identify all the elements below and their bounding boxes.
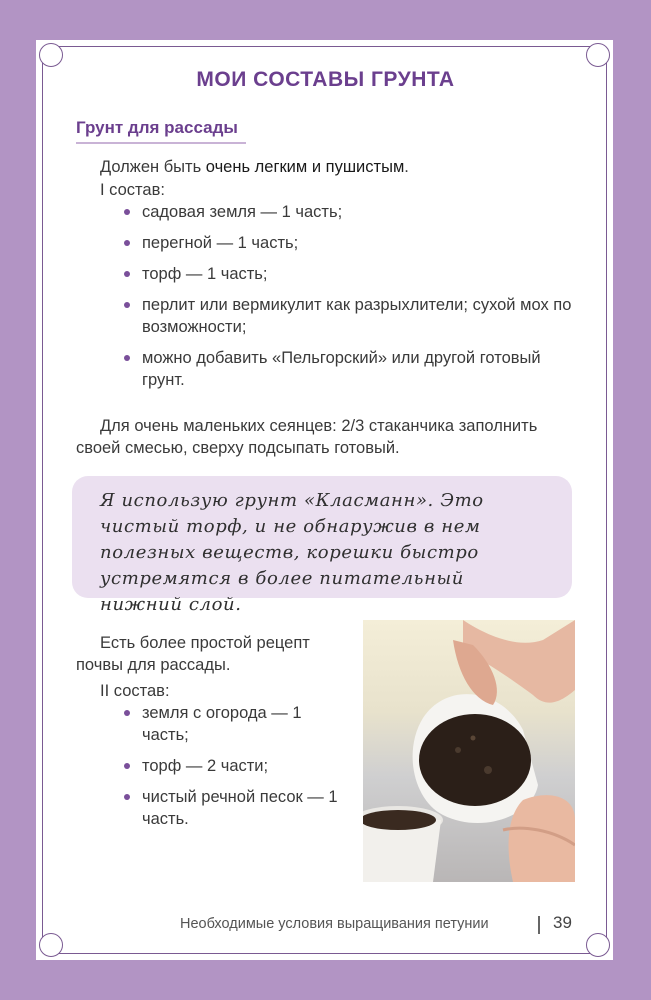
page-number: 39: [553, 913, 572, 932]
intro-text: Должен быть очень легким и пушистым.: [100, 158, 409, 176]
footer-chapter-title: Необходимые условия выращивания петунии: [180, 916, 489, 932]
list-item: торф — 2 части;: [120, 755, 340, 777]
page-title: МОИ СОСТАВЫ ГРУНТА: [196, 68, 455, 91]
soil-photo: [363, 620, 575, 882]
composition2-list: [120, 702, 340, 830]
list-item: перлит или вермикулит как разрыхлители; сухой мох по возможности;: [120, 294, 580, 338]
composition1-list: [120, 201, 580, 391]
frame-corner: [586, 43, 610, 67]
list-item: торф — 1 часть;: [120, 263, 580, 285]
list-item: можно добавить «Пельгорский» или другой готовый грунт.: [120, 347, 580, 391]
simple-recipe-text: Есть более простой рецепт почвы для рассады.: [76, 634, 310, 674]
composition2-label: II состав:: [100, 682, 170, 700]
footer-separator: [538, 916, 540, 934]
list-item: перегной — 1 часть;: [120, 232, 580, 254]
callout-box: [72, 476, 572, 615]
intro-emphasis: очень легким и пушистым: [205, 158, 405, 176]
callout-text: Я использую грунт «Класманн». Это чистый торф, и не обнаружив в нем полезных веществ, корешки быстро устремятся в более питательный нижний слой.: [100, 490, 484, 615]
frame-corner: [39, 933, 63, 957]
frame-corner: [586, 933, 610, 957]
composition1-label: I состав:: [100, 181, 165, 199]
list-item: земля с огорода — 1 часть;: [120, 702, 340, 746]
soil-pot-illustration: [363, 620, 575, 882]
list-item: чистый речной песок — 1 часть.: [120, 786, 340, 830]
section-heading: Грунт для рассады: [76, 118, 246, 144]
frame-corner: [39, 43, 63, 67]
small-seedlings-text: Для очень маленьких сеянцев: 2/3 стаканчика заполнить своей смесью, сверху подсыпать готовый.: [76, 417, 538, 457]
list-item: садовая земля — 1 часть;: [120, 201, 580, 223]
